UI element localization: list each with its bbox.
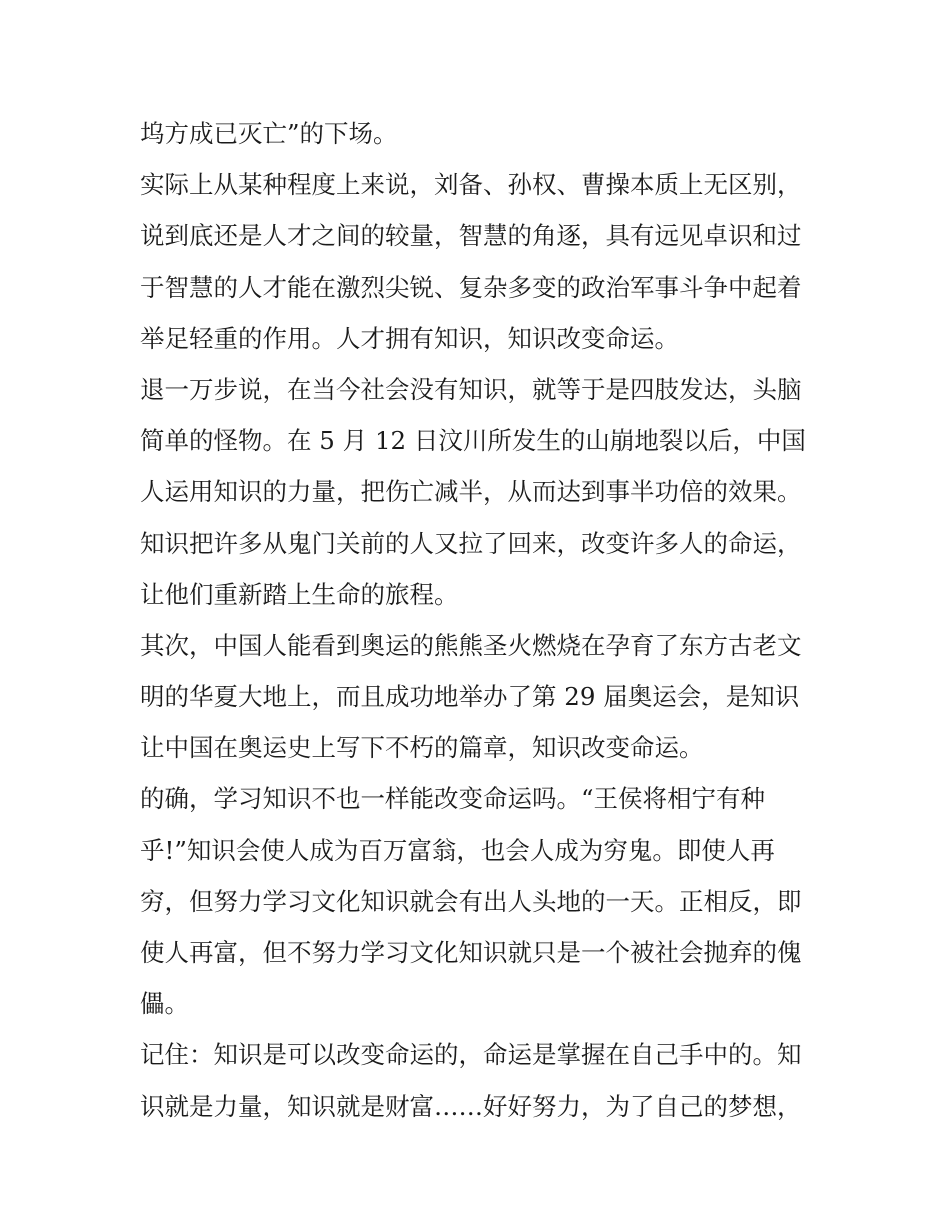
text-line: 让中国在奥运史上写下不朽的篇章，知识改变命运。 bbox=[140, 733, 704, 763]
text-line: 记住：知识是可以改变命运的，命运是掌握在自己手中的。知 bbox=[140, 1040, 802, 1070]
text-line: 实际上从某种程度上来说，刘备、孙权、曹操本质上无区别， bbox=[140, 170, 802, 200]
text-line: 使人再富，但不努力学习文化知识就只是一个被社会抛弃的傀 bbox=[140, 938, 802, 967]
text-line: 儡。 bbox=[140, 989, 189, 1019]
text-line: 简单的怪物。在 5 月 12 日汶川所发生的山崩地裂以后，中国 bbox=[140, 426, 806, 456]
text-line: 于智慧的人才能在激烈尖锐、复杂多变的政治军事斗争中起着 bbox=[140, 272, 802, 302]
text-line: 穷，但努力学习文化知识就会有出人头地的一天。正相反，即 bbox=[140, 886, 802, 916]
document-body bbox=[140, 108, 830, 1132]
text-line: 说到底还是人才之间的较量，智慧的角逐，具有远见卓识和过 bbox=[140, 221, 802, 251]
text-line: 的确，学习知识不也一样能改变命运吗。“王侯将相宁有种 bbox=[140, 784, 766, 814]
text-line: 明的华夏大地上，而且成功地举办了第 29 届奥运会，是知识 bbox=[140, 682, 800, 712]
text-line: 其次，中国人能看到奥运的熊熊圣火燃烧在孕育了东方古老文 bbox=[140, 630, 802, 660]
text-line: 退一万步说，在当今社会没有知识，就等于是四肢发达，头脑 bbox=[140, 374, 802, 404]
text-line: 知识把许多从鬼门关前的人又拉了回来，改变许多人的命运， bbox=[140, 528, 802, 558]
text-line: 举足轻重的作用。人才拥有知识，知识改变命运。 bbox=[140, 323, 679, 353]
text-line: 识就是力量，知识就是财富……好好努力，为了自己的梦想， bbox=[140, 1091, 802, 1121]
text-line: 人运用知识的力量，把伤亡减半，从而达到事半功倍的效果。 bbox=[140, 477, 802, 507]
text-line: 乎!”知识会使人成为百万富翁，也会人成为穷鬼。即使人再 bbox=[140, 835, 775, 865]
text-line: 坞方成已灭亡”的下场。 bbox=[140, 119, 398, 148]
text-line: 让他们重新踏上生命的旅程。 bbox=[140, 579, 459, 609]
